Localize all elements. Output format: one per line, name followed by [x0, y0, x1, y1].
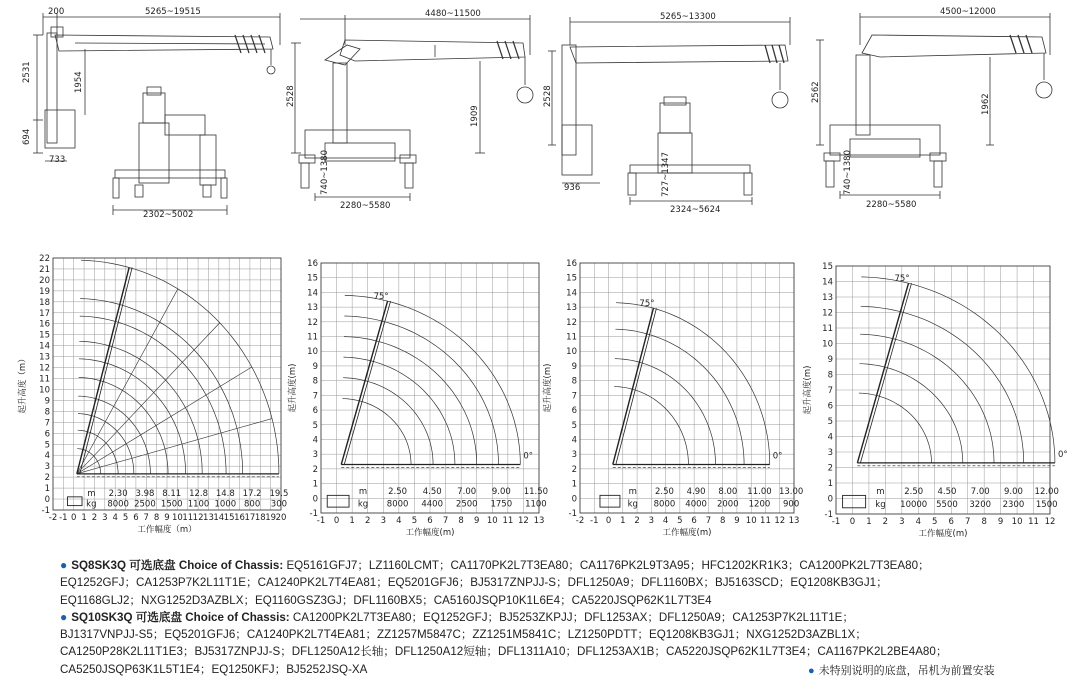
table-load-cell: kg: [86, 499, 97, 510]
y-tick-label: 0: [44, 495, 50, 506]
x-tick-label: 1: [866, 517, 872, 527]
base-outline: [843, 495, 866, 507]
drawing-sq10-rear-view: [810, 5, 1070, 220]
table-load-cell: 4000: [685, 499, 707, 510]
x-tick-label: -1: [316, 516, 326, 526]
base-outline: [600, 495, 620, 507]
working-arc: [345, 295, 521, 464]
table-radius-cell: 4.90: [686, 486, 706, 497]
y-tick-label: 6: [827, 401, 833, 412]
table-load-cell: 8000: [386, 499, 409, 510]
y-tick-label: 13: [307, 303, 318, 314]
drawing-sq8-rear-view: [285, 5, 545, 220]
y-tick-label: 6: [571, 406, 577, 417]
y-tick-label: 15: [307, 273, 318, 284]
y-tick-label: 16: [566, 259, 577, 269]
table-radius-cell: 4.50: [937, 486, 957, 497]
y-tick-label: 7: [44, 418, 50, 429]
table-radius-cell: 8.00: [718, 486, 738, 497]
dim-label: 2324~5624: [670, 205, 721, 215]
x-tick-label: 6: [691, 516, 697, 526]
y-tick-label: 10: [39, 385, 50, 396]
y-axis-label: 起升高度(m): [543, 363, 553, 413]
chassis-names: EQ1252GFJ；CA1253P7K2L11T1E；CA1240PK2L7T4EA81；EQ5201GFJ6；BJ5317ZNPJJ-S；DFL1250A9；DFL1160BX；BJ5163SCD；EQ1208KB3GJ1；: [60, 576, 888, 590]
x-tick-label: 6: [133, 513, 139, 523]
table-load-cell: 5500: [936, 500, 958, 511]
x-tick-label: 3: [648, 516, 655, 526]
y-tick-label: 7: [571, 391, 577, 402]
x-tick-label: 4: [662, 516, 669, 526]
x-tick-label: 5: [411, 516, 418, 526]
sq8-chassis-line: [60, 557, 1060, 574]
y-tick-label: 15: [39, 330, 50, 341]
chassis-names: BJ1317VNPJJ-S5；EQ5201GFJ6；CA1240PK2L7T4EA81；ZZ1257M5847C；ZZ1251M5841C；LZ1250PDTT；EQ1208KB3GJ1；NXG1252D3AZBL1X；: [60, 628, 867, 642]
x-tick-label: 15: [223, 513, 235, 523]
x-tick-label: 9: [164, 513, 170, 523]
x-tick-label: 8: [981, 517, 987, 527]
y-tick-label: 13: [566, 303, 577, 314]
working-arc: [616, 303, 770, 465]
y-tick-label: 14: [39, 341, 50, 352]
y-tick-label: 3: [312, 450, 318, 461]
x-tick-label: 7: [705, 516, 712, 526]
y-tick-label: 7: [827, 386, 833, 396]
x-tick-label: 5: [932, 517, 938, 527]
y-tick-label: 8: [571, 376, 577, 387]
table-radius-cell: 3.98: [135, 488, 155, 499]
table-load-cell: 2500: [134, 499, 156, 510]
y-tick-label: 10: [566, 347, 577, 358]
table-load-cell: 1500: [160, 499, 183, 510]
table-load-cell: 8000: [653, 499, 676, 510]
working-arc: [81, 260, 279, 474]
table-load-cell: 900: [783, 499, 800, 510]
boom-angle-label: 75°: [373, 292, 389, 303]
table-load-cell: 1500: [1035, 500, 1058, 511]
x-tick-label: 8: [458, 516, 464, 526]
y-tick-label: -1: [41, 506, 50, 516]
drawing-sq10-side-and-rear: [540, 5, 810, 220]
zero-angle-label: 0°: [523, 451, 533, 462]
x-tick-label: 6: [427, 516, 433, 526]
x-tick-label: 5: [677, 516, 683, 526]
y-tick-label: 2: [312, 464, 318, 475]
y-tick-label: 2: [44, 473, 50, 484]
table-radius-cell: 12.8: [189, 488, 209, 499]
y-tick-label: 6: [44, 429, 50, 440]
bullet-icon: ●: [60, 558, 68, 572]
y-tick-label: 1: [827, 479, 833, 489]
x-tick-label: 3: [899, 517, 905, 527]
y-tick-label: 10: [822, 339, 833, 350]
x-tick-label: 10: [486, 516, 498, 526]
working-arc: [344, 357, 455, 464]
y-tick-label: 15: [566, 273, 577, 284]
y-tick-label: 5: [571, 420, 577, 431]
x-tick-label: 2: [91, 513, 98, 523]
table-radius-cell: 13.00: [778, 486, 804, 497]
sq10-model-label: SQ10SK3Q 可选底盘 Choice of Chassis:: [71, 610, 290, 624]
dim-label: 740~1380: [320, 150, 330, 195]
dim-label: 2528: [543, 85, 553, 107]
dim-label: 1909: [470, 105, 480, 127]
y-axis-label: 起升高度（m）: [18, 354, 28, 414]
y-tick-label: 4: [44, 451, 50, 462]
y-tick-label: 13: [39, 352, 50, 363]
sq10-chassis-line: [60, 609, 1060, 626]
x-tick-label: 4: [112, 513, 118, 523]
table-radius-cell: m: [358, 486, 368, 497]
boom-line: [613, 308, 654, 464]
bullet-icon: ●: [808, 665, 815, 677]
table-radius-cell: 8.11: [162, 488, 182, 499]
plot-frame: [580, 263, 794, 513]
table-load-cell: 1200: [748, 499, 771, 510]
y-tick-label: 14: [566, 288, 577, 299]
x-tick-label: 2: [882, 517, 889, 527]
table-radius-cell: m: [876, 486, 885, 497]
x-tick-label: 10: [1011, 517, 1023, 527]
boom-line: [857, 283, 908, 463]
table-radius-cell: 7.00: [457, 486, 477, 497]
table-load-cell: 1750: [490, 499, 513, 510]
x-tick-label: 10: [745, 516, 757, 526]
y-tick-label: -1: [824, 510, 833, 520]
y-tick-label: 0: [827, 494, 833, 505]
y-tick-label: 4: [571, 435, 577, 446]
load-chart-sq10-a: [540, 255, 802, 545]
working-arc: [615, 359, 716, 465]
y-tick-label: 14: [307, 288, 318, 299]
dim-label: 733: [49, 155, 66, 165]
y-tick-label: 3: [44, 462, 50, 473]
x-tick-label: 5: [122, 513, 129, 523]
table-radius-cell: 4.50: [422, 486, 442, 497]
y-tick-label: 3: [571, 450, 577, 461]
table-radius-cell: 2.50: [654, 486, 674, 497]
y-tick-label: -1: [568, 509, 577, 519]
zero-angle-label: 0°: [772, 451, 783, 462]
boom-line: [344, 301, 390, 464]
x-tick-label: 11: [502, 516, 514, 526]
table-load-cell: 2000: [716, 499, 739, 510]
y-tick-label: 0: [571, 494, 577, 505]
x-tick-label: 1: [81, 513, 87, 523]
x-tick-label: -2: [48, 513, 58, 523]
y-tick-label: 3: [827, 448, 833, 458]
x-tick-label: 20: [275, 513, 287, 523]
table-load-cell: 1000: [214, 499, 237, 510]
dim-label: 1962: [981, 93, 991, 115]
drawing-sq8-side-and-rear: [15, 5, 285, 220]
table-load-cell: 10000: [900, 500, 928, 511]
x-axis-label: 工作幅度(m): [405, 528, 455, 538]
y-axis-label: 起升高度(m): [288, 363, 298, 413]
x-tick-label: 10: [171, 513, 183, 523]
x-tick-label: 1: [620, 516, 626, 526]
dim-label: 200: [48, 7, 65, 17]
y-tick-label: 18: [39, 297, 50, 308]
dim-label: 5265~19515: [145, 7, 201, 17]
y-tick-label: 4: [827, 432, 833, 443]
table-radius-cell: 11.50: [523, 486, 549, 497]
table-radius-cell: 9.00: [1003, 486, 1023, 497]
x-tick-label: 4: [396, 516, 402, 526]
table-load-cell: 1100: [187, 499, 210, 510]
working-arc: [80, 316, 226, 474]
x-axis-label: 工作幅度(m): [918, 529, 968, 539]
dim-label: 2280~5580: [866, 200, 917, 210]
y-tick-label: 13: [822, 293, 833, 303]
x-tick-label: 9: [997, 517, 1004, 527]
y-tick-label: 8: [44, 407, 50, 418]
x-tick-label: 11: [182, 513, 194, 523]
y-tick-label: 4: [312, 435, 318, 446]
table-radius-cell: 14.8: [215, 488, 235, 499]
note-text: 未特别说明的底盘，吊机为前置安装: [818, 665, 995, 677]
x-tick-label: 19: [265, 513, 277, 523]
dim-label: 2280~5580: [340, 201, 391, 211]
x-tick-label: 7: [442, 516, 449, 526]
y-tick-label: 12: [566, 317, 577, 328]
x-tick-label: 7: [964, 517, 971, 527]
y-axis-label: 起升高度(m): [803, 365, 813, 415]
chassis-names: EQ5161GFJ7；LZ1160LCMT；CA1170PK2L7T3EA80；CA1176PK2L9T3A95；HFC1202KR1K3；CA1200PK2L7T3EA80；: [286, 559, 930, 572]
y-tick-label: 1: [571, 479, 577, 490]
x-tick-label: 7: [143, 513, 149, 523]
mount-note: [808, 662, 995, 678]
x-tick-label: 0: [333, 516, 340, 526]
dim-label: 2528: [286, 85, 296, 107]
y-tick-label: 9: [312, 361, 318, 372]
dim-label: 740~1380: [843, 150, 853, 195]
dim-label: 2302~5002: [143, 210, 194, 220]
x-tick-label: 0: [71, 513, 77, 523]
y-tick-label: 11: [566, 332, 577, 343]
table-load-cell: 2300: [1002, 500, 1025, 511]
x-tick-label: 9: [734, 516, 740, 526]
y-tick-label: 8: [827, 370, 833, 381]
base-outline: [327, 495, 349, 507]
x-tick-label: 16: [234, 513, 245, 523]
x-tick-label: 0: [849, 517, 856, 527]
dim-label: 727~1347: [661, 152, 671, 197]
boom-line: [860, 283, 911, 463]
y-tick-label: 5: [312, 420, 318, 431]
y-tick-label: 7: [312, 391, 318, 402]
y-tick-label: 21: [39, 264, 50, 275]
table-radius-cell: 2.50: [904, 486, 924, 497]
load-chart-sq8: [285, 255, 547, 545]
y-tick-label: 14: [822, 277, 833, 288]
x-tick-label: 18: [254, 513, 266, 523]
x-tick-label: 3: [380, 516, 386, 526]
boom-line: [341, 301, 387, 464]
x-tick-label: -2: [575, 516, 585, 526]
table-radius-cell: 2.30: [108, 488, 128, 499]
table-load-cell: 4400: [421, 499, 444, 510]
x-tick-label: 13: [788, 516, 800, 526]
table-radius-cell: 7.00: [970, 486, 990, 497]
table-radius-cell: 9.00: [491, 486, 511, 497]
dim-label: 2562: [811, 81, 821, 103]
working-arc: [860, 364, 963, 463]
x-tick-label: -1: [831, 517, 841, 527]
y-tick-label: 19: [39, 286, 50, 297]
working-arc: [860, 334, 994, 463]
y-tick-label: 15: [822, 262, 833, 272]
dim-label: 2531: [22, 61, 32, 83]
y-tick-label: 17: [39, 308, 50, 319]
y-tick-label: 12: [822, 308, 833, 319]
y-tick-label: 9: [571, 361, 577, 372]
y-tick-label: 16: [307, 259, 318, 269]
x-axis-label: 工作幅度（m）: [137, 525, 197, 535]
table-radius-cell: 17.2: [242, 488, 262, 499]
table-load-cell: 300: [270, 499, 288, 510]
x-tick-label: 9: [474, 516, 480, 526]
y-tick-label: 8: [312, 376, 318, 387]
y-tick-label: 12: [307, 317, 318, 328]
x-tick-label: 6: [948, 517, 954, 527]
dim-label: 4500~12000: [940, 7, 996, 17]
working-arc: [344, 337, 477, 465]
x-tick-label: -1: [590, 516, 599, 526]
table-radius-cell: 19.5: [269, 488, 289, 499]
y-tick-label: 16: [39, 319, 50, 330]
y-tick-label: 1: [312, 479, 318, 490]
y-tick-label: 2: [827, 463, 833, 474]
chassis-names: CA5250JSQP63K1L5T1E4；EQ1250KFJ；BJ5252JSQ-XA: [60, 662, 368, 676]
dim-label: 936: [564, 183, 581, 193]
x-tick-label: 2: [634, 516, 640, 526]
dim-label: 694: [22, 128, 32, 145]
chassis-names: EQ1168GLJ2；NXG1252D3AZBLX；EQ1160GSZ3GJ；DFL1160BX5；CA5160JSQP10K1L6E4；CA5220JSQP62K1L7T3E4: [60, 593, 712, 607]
working-arc: [343, 399, 411, 465]
sq8-model-label: SQ8SK3Q 可选底盘 Choice of Chassis:: [71, 559, 284, 572]
chassis-list: [60, 557, 1060, 678]
dim-label: 5265~13300: [660, 12, 716, 22]
x-tick-label: 12: [518, 516, 529, 526]
dim-label: 4480~11500: [425, 9, 481, 19]
table-load-cell: 8000: [107, 499, 129, 510]
table-radius-cell: 11.00: [747, 486, 772, 497]
x-tick-label: 12: [192, 513, 204, 523]
y-tick-label: 9: [827, 355, 833, 365]
table-radius-cell: 12.00: [1034, 486, 1059, 497]
load-chart-sq10-b: [800, 258, 1068, 545]
dim-label: 1954: [74, 71, 84, 93]
x-tick-label: 12: [1044, 517, 1056, 527]
y-tick-label: 10: [307, 347, 318, 358]
y-tick-label: 9: [44, 396, 50, 407]
table-load-cell: kg: [875, 500, 886, 511]
table-load-cell: 2500: [455, 499, 478, 510]
y-tick-label: 1: [44, 484, 50, 495]
table-load-cell: 3200: [969, 500, 992, 511]
table-load-cell: 800: [244, 499, 261, 510]
x-tick-label: 3: [102, 513, 108, 523]
y-tick-label: 5: [827, 417, 833, 427]
zero-angle-label: 0°: [1057, 449, 1068, 460]
y-tick-label: -1: [309, 509, 318, 519]
y-tick-label: 6: [312, 406, 318, 417]
x-tick-label: 13: [203, 513, 214, 523]
y-tick-label: 12: [39, 363, 50, 374]
base-outline: [68, 497, 83, 506]
x-tick-label: 17: [244, 513, 256, 523]
x-tick-label: 12: [774, 516, 786, 526]
y-tick-label: 2: [571, 464, 577, 475]
y-tick-label: 5: [44, 440, 50, 451]
y-tick-label: 20: [39, 275, 50, 286]
table-radius-cell: m: [87, 488, 96, 499]
x-tick-label: 8: [719, 516, 726, 526]
x-tick-label: 4: [915, 517, 922, 527]
table-load-cell: kg: [627, 499, 638, 510]
y-tick-label: 11: [39, 374, 50, 385]
boom-angle-label: 75°: [639, 299, 655, 310]
table-radius-cell: m: [628, 486, 637, 497]
x-tick-label: 1: [349, 516, 355, 526]
y-tick-label: 11: [822, 324, 833, 334]
x-tick-label: 8: [153, 513, 160, 523]
boom-angle-label: 75°: [894, 274, 910, 285]
x-tick-label: 14: [213, 513, 225, 523]
table-radius-cell: 2.50: [388, 486, 408, 497]
y-tick-label: 11: [307, 332, 318, 343]
x-tick-label: 2: [365, 516, 371, 526]
table-load-cell: kg: [357, 499, 369, 510]
bullet-icon: ●: [60, 609, 68, 624]
chassis-names: CA1250P28K2L11T1E3；BJ5317ZNPJJ-S；DFL1250A12长轴；DFL1250A12短轴；DFL1311A10；DFL1253AX1B；CA5220JSQP62K1L7T3E4；CA1167PK2L2BE4A80；: [60, 645, 948, 659]
table-load-cell: 1100: [525, 499, 547, 510]
x-tick-label: -1: [59, 513, 68, 523]
y-tick-label: 0: [312, 494, 318, 505]
y-tick-label: 22: [39, 254, 50, 264]
chassis-names: CA1200PK2L7T3EA80；EQ1252GFJ；BJ5253ZKPJJ；DFL1253AX；DFL1250A9；CA1253P7K2L11T1E；: [292, 610, 854, 624]
x-tick-label: 11: [1028, 517, 1039, 527]
x-tick-label: 0: [605, 516, 612, 526]
working-arc: [859, 393, 932, 463]
x-axis-label: 工作幅度(m): [662, 528, 712, 538]
x-tick-label: 11: [760, 516, 771, 526]
boom-line: [616, 308, 657, 464]
load-chart-sq8-full: [15, 250, 290, 545]
x-tick-label: 13: [533, 516, 545, 526]
